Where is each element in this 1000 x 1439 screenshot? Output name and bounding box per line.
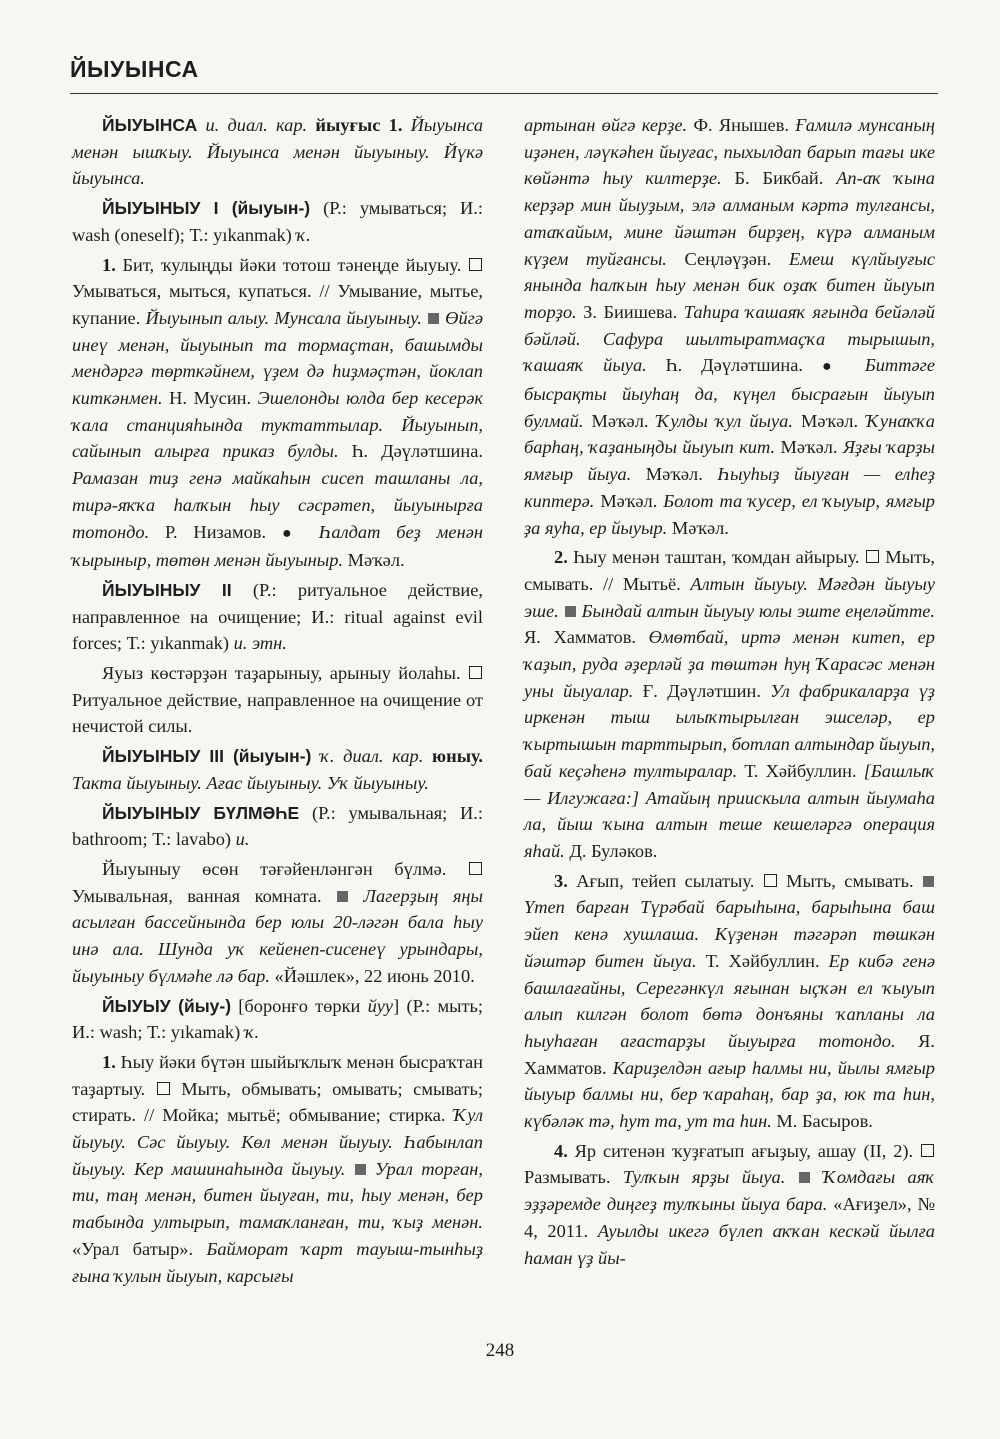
entry-text: Т. Хәйбуллин. xyxy=(737,760,864,781)
dictionary-paragraph xyxy=(72,800,483,853)
example-marker-icon xyxy=(923,876,934,887)
entry-text: ҡ. xyxy=(244,1022,260,1043)
entry-text: Биттәге бысрақты йыуһаң да, күңел бысрағын йыуып булмай. xyxy=(524,355,935,431)
entry-text: Мәҡәл. xyxy=(583,410,657,431)
headword: ЙЫУЫУ (йыу-) xyxy=(102,995,232,1016)
entry-text: Ер кибә генә башлағайны, Серегәнкүл яғынан ыҫҡән ел ҡыуып алып килгән болот бөтә донъяны ҡапланы ла һыуһаған ағастарҙы йыуырға тотондо. xyxy=(524,950,935,1051)
entry-text: (Р.: ритуальное действие, направленное на очищение; И.: ritual against evil forces; Т.: yıkanmak) xyxy=(72,579,483,654)
entry-text: 3. xyxy=(554,870,568,891)
entry-text: ҡ. диал. кар. xyxy=(320,746,424,767)
dictionary-paragraph xyxy=(524,1138,935,1272)
dictionary-paragraph xyxy=(72,252,483,574)
entry-text xyxy=(345,1159,353,1179)
entry-text xyxy=(785,1167,797,1187)
dictionary-paragraph xyxy=(524,112,935,541)
entry-text: Б. Бикбай. xyxy=(721,168,837,189)
entry-text: Һыу менән таштан, ҡомдан айырыу. xyxy=(567,547,865,568)
dictionary-paragraph xyxy=(524,544,935,864)
dictionary-paragraph xyxy=(72,1049,483,1289)
entry-text: Урал торған, ти, таң менән, битен йыуған, ти, һыу менән, бер табында ултырып, тамаҡланған, ти, ҡыҙ менән. xyxy=(72,1158,483,1233)
entry-text: Яр ситенән ҡуҙғатып ағыҙыу, ашау (II, 2). xyxy=(567,1140,920,1161)
entry-text: Мыть, смывать. // Мытьё. xyxy=(524,547,936,594)
left-column xyxy=(72,112,483,1292)
entry-text: Тулҡын ярҙы йыуа. xyxy=(622,1167,786,1188)
proverb-bullet-icon: ● xyxy=(281,524,303,542)
entry-text: Мыть, обмывать; омывать; смывать; стирать. // Мойка; мытьё; обмывание; стирка. xyxy=(72,1078,483,1126)
translation-marker-icon xyxy=(469,258,482,271)
entry-text: артынан өйгә керҙе. xyxy=(524,115,688,135)
dictionary-paragraph xyxy=(72,743,483,796)
entry-text xyxy=(811,1167,823,1187)
entry-text: Сеңләүҙән. xyxy=(666,248,789,269)
entry-text: Т. Хәйбуллин. xyxy=(696,950,829,971)
example-marker-icon xyxy=(355,1164,366,1175)
entry-text xyxy=(423,746,432,766)
entry-text: ҡ. xyxy=(296,224,311,245)
entry-text: Яҙғы ҡарҙы ямғыр йыуа. xyxy=(524,437,935,485)
entry-text: З. Биишева. xyxy=(576,301,684,322)
headword: ЙЫУЫНЫУ I (йыуын-) xyxy=(102,198,311,219)
running-header: ЙЫУЫНСА xyxy=(70,56,199,82)
header-rule xyxy=(70,93,938,94)
entry-text: «Урал батыр». xyxy=(72,1238,207,1259)
entry-text: Ап-аҡ ҡына керҙәр мин йыуҙым, элә алманым кәртә тулғансы, атаҡайым, мине йәштән бирҙең, күрә алманым күҙем туйғансы. xyxy=(524,168,935,269)
dictionary-paragraph xyxy=(72,856,483,990)
entry-text: Мәҡәл. xyxy=(667,517,729,538)
translation-marker-icon xyxy=(764,874,777,887)
entry-text: Йыуыныу өсөн тәғәйенләнгән бүлмә. xyxy=(102,858,468,879)
entry-text: Мәҡәл. xyxy=(792,410,867,431)
entry-text: Һыу йәки бүтән шыйыҡлыҡ менән бысраҡтан таҙартыу. xyxy=(72,1051,483,1099)
entry-text: Таһира ҡашаяҡ яғында бейәләй бәйләй. Сафура шылтыратмаҫҡа тырышып, ҡашаяҡ йыуа. xyxy=(524,301,936,376)
entry-text: Кариҙелдән ағыр һалмы ни, йылы ямғыр йыуыр балмы ни, бер ҡараһаң, бар ҙа, юк та һин, күбәләк тә, һут та, ут та һин. xyxy=(524,1057,935,1132)
entry-text: 1. xyxy=(102,1051,116,1072)
entry-text: Мәҡәл. xyxy=(594,490,664,511)
entry-text: Бит, ҡулыңды йәки тотош тәнеңде йыуыу. xyxy=(115,254,468,275)
dictionary-paragraph xyxy=(72,577,483,657)
entry-text: [боронғо төрки xyxy=(231,995,368,1016)
entry-text xyxy=(349,886,363,906)
entry-text: юныу. xyxy=(432,746,484,767)
entry-text: Йыуынып алыу. Мунсала йыуыныу. xyxy=(145,307,422,328)
right-column xyxy=(524,112,935,1274)
entry-text: Ритуальное действие, направленное на очищение от нечистой силы. xyxy=(72,689,483,737)
entry-text xyxy=(303,522,319,542)
headword: ЙЫУЫНСА xyxy=(102,115,198,135)
entry-text: Йыуынса менән ышҡыу. Йыуынса менән йыуыныу. Йүкә йыуынса. xyxy=(72,115,484,189)
entry-text: (Р.: умывальная; И.: bathroom; Т.: lavabo) xyxy=(72,802,484,850)
entry-text: Н. Мусин. xyxy=(162,388,258,409)
dictionary-paragraph xyxy=(72,993,483,1046)
entry-text: йыуғыс 1. xyxy=(315,115,403,135)
entry-text xyxy=(402,115,410,135)
translation-marker-icon xyxy=(921,1144,934,1157)
entry-text: Р. Низамов. xyxy=(149,521,282,542)
entry-text: Һ. Дәүләтшина. xyxy=(646,355,822,376)
entry-text: Рамазан тиҙ генә майкаһын сисеп ташланы ла, тирә-яҡҡа һалҡын һыу сәсрәтеп, йыуынырға тотондо. xyxy=(72,468,483,542)
headword: ЙЫУЫНЫУ II xyxy=(102,579,232,600)
translation-marker-icon xyxy=(469,862,482,875)
proverb-bullet-icon: ● xyxy=(821,358,846,376)
entry-text: и. xyxy=(235,829,250,850)
entry-text: Бындай алтын йыуыу юлы эште еңеләйтте. xyxy=(581,600,935,621)
example-marker-icon xyxy=(799,1172,810,1183)
headword: ЙЫУЫНЫУ БҮЛМӘҺЕ xyxy=(102,802,300,823)
entry-text: Ҡунаҡҡа барһаң, ҡаҙаныңды йыуып кит. xyxy=(524,410,935,458)
entry-text: Ҡомдағы аяҡ эҙҙәремде диңгеҙ тулҡыны йыуа бара. xyxy=(524,1167,935,1215)
dictionary-paragraph xyxy=(72,195,483,248)
entry-text: Һ. Дәүләтшина. xyxy=(338,441,483,462)
entry-text: 1. xyxy=(102,254,116,275)
entry-text: Лагерҙың яңы асылған бассейнында бер юлы 20-ләгән бала һыу инә ала. Шунда уҡ кейенеп-сисенеү урындары, йыуыныу бүлмәһе лә бар. xyxy=(72,885,483,986)
headword: ЙЫУЫНЫУ III (йыуын-) xyxy=(102,746,312,767)
entry-text: Ғамилә мунсаның иҙәнен, ләүкәһен йыуғас, пыхылдап барып тағы ике көйәнтә һыу килтерҙе. xyxy=(524,115,935,189)
entry-text: Ул фабрикаларҙа үҙ иркенән тыш ылыҡтырылған эшселәр, ер ҡыртышын тарттырып, ботлап алтындар йыуып, бай кеҫәһенә тултыралар. xyxy=(524,680,935,781)
entry-text: Емеш күлйыуғыс янында һалҡын һыу менән бик оҙаҡ битен йыуып торҙо. xyxy=(524,248,935,322)
entry-text: Мыть, смывать. xyxy=(777,870,922,891)
entry-text: Умывальная, ванная комната. xyxy=(72,885,337,906)
entry-text: Болот та ҡусер, ел ҡыуыр, ямғыр ҙа яуһа, ер йыуыр. xyxy=(524,490,935,538)
entry-text xyxy=(311,746,320,766)
entry-text: Ғ. Дәүләтшин. xyxy=(633,680,771,701)
entry-text: Ҡул йыуыу. Сәс йыуыу. Көл менән йыуыу. Һабынлап йыуыу. Кер машинаһында йыуыу. xyxy=(72,1105,483,1179)
entry-text: ] (Р.: мыть; И.: wash; Т.: yıkamak) xyxy=(72,995,483,1043)
entry-text: Ф. Янышев. xyxy=(687,115,796,135)
entry-text: Умываться, мыться, купаться. // Умывание, мытье, купание. xyxy=(72,281,483,328)
entry-text: Д. Буләков. xyxy=(564,840,658,861)
entry-text: Эшелонды юлда бер кесерәк ҡала станцияһында туктаттылар. Йыуынып, сайынып алырға приказ булды. xyxy=(72,388,483,462)
entry-text: Ҡулды ҡул йыуа. xyxy=(656,410,793,431)
entry-text: М. Басыров. xyxy=(771,1111,873,1132)
dictionary-paragraph xyxy=(72,660,483,740)
entry-text: «Йәшлек», 22 июнь 2010. xyxy=(269,965,475,986)
entry-text: Я. Хамматов. xyxy=(524,1030,935,1078)
entry-text: Такта йыуыныу. Ағас йыуыныу. Уҡ йыуыныу. xyxy=(72,772,429,793)
entry-text: Һалдат беҙ менән ҡырыныр, төтөн менән йыуыныр. xyxy=(72,521,483,571)
dictionary-paragraph xyxy=(524,868,935,1135)
entry-text: «Ағиҙел», № 4, 2011. xyxy=(524,1194,935,1241)
entry-text xyxy=(422,308,427,328)
entry-text: Байморат ҡарт тауыш-тынһыҙ ғына ҡулын йыуып, карсығы xyxy=(72,1238,484,1286)
entry-text: Мәҡәл. xyxy=(631,464,718,485)
entry-text: Үтеп барған Түрәбай барыһына, барыһына баш эйеп кенә хушлаша. Күҙенән тәгәрәп төшкән йәштәр битен йыуа. xyxy=(524,897,935,971)
entry-text xyxy=(367,1159,375,1179)
entry-text: Алтын йыуыу. Мәғдән йыуыу эше. xyxy=(524,573,935,621)
entry-text: 4. xyxy=(554,1140,568,1161)
entry-text: Өмөтбай, иртә менән китеп, ер ҡаҙып, руда әҙерләй ҙа төштән һуң Ҡарасәс менән уны йыуалар. xyxy=(524,627,935,701)
entry-text: Я. Хамматов. xyxy=(524,627,649,648)
entry-text: Һыуһыҙ йыуған — елһеҙ киптерә. xyxy=(524,464,935,511)
entry-text: 2. xyxy=(554,547,568,568)
example-marker-icon xyxy=(428,313,439,324)
page-number: 248 xyxy=(485,1340,515,1361)
translation-marker-icon xyxy=(866,550,879,563)
entry-text: Размывать. xyxy=(524,1167,623,1188)
dictionary-paragraph xyxy=(72,112,483,192)
entry-text: йуу xyxy=(367,995,394,1016)
translation-marker-icon xyxy=(469,666,482,679)
entry-text xyxy=(559,601,564,621)
entry-text: Мәҡәл. xyxy=(775,437,843,458)
entry-text: Яуыз көстәрҙән таҙарыныу, арыныу йолаһы. xyxy=(102,663,468,684)
entry-text: Мәҡәл. xyxy=(343,550,405,571)
entry-text: и. диал. кар. xyxy=(205,115,308,135)
example-marker-icon xyxy=(337,891,348,902)
entry-text: и. этн. xyxy=(233,633,287,654)
translation-marker-icon xyxy=(157,1082,170,1095)
entry-text: [Башлыҡ — Илгужаға:] Атайың приискыла алтын йыумаһа ла, йыш ҡына алтын теше кешеләргә операция яһай. xyxy=(524,760,936,861)
entry-text: (Р.: умываться; И.: wash (oneself); Т.: yıkanmak) xyxy=(72,198,483,245)
example-marker-icon xyxy=(565,606,576,617)
entry-text: Ауылды икегә бүлеп аҡҡан кескәй йылға һаман үҙ йы- xyxy=(524,1220,935,1268)
entry-text: Ағып, тейеп сылатыу. xyxy=(567,870,763,891)
entry-text: Өйгә инеү менән, йыуынып та тормаҫтан, башымды мендәргә төрткәйнем, үҙем дә һиҙмәҫтән, йоклап киткәнмен. xyxy=(72,307,483,409)
entry-text xyxy=(846,355,865,375)
